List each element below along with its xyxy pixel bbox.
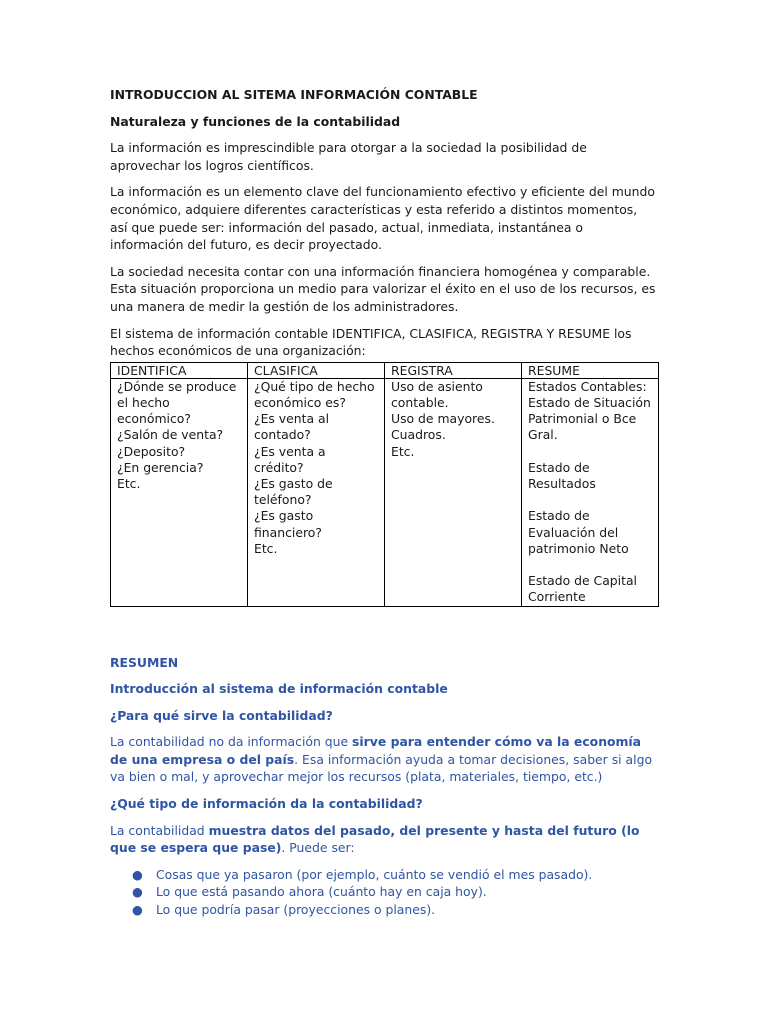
cell-line: Estados Contables: <box>528 378 647 394</box>
cell-line: ¿En gerencia? <box>117 459 204 475</box>
cell-line: ¿Es venta al contado? <box>254 411 330 443</box>
cell-line: Etc. <box>391 443 415 459</box>
accounting-table <box>110 362 659 607</box>
section-heading: Naturaleza y funciones de la contabilidad <box>110 113 401 129</box>
document-title: INTRODUCCION AL SITEMA INFORMACIÓN CONTABLE <box>110 87 478 102</box>
bullet-icon: ● <box>132 884 143 900</box>
cell-line: Uso de mayores. <box>391 411 495 427</box>
cell-line: ¿Qué tipo de hecho económico es? <box>254 378 375 410</box>
summary-label: RESUMEN <box>110 654 179 670</box>
cell-line: Estado de Evaluación del patrimonio Neto <box>528 508 629 556</box>
paragraph: La sociedad necesita contar con una información financiera homogénea y comparable. Esta situación proporciona un medio para valorizar el éxito en el uso de los recursos, es una manera de medir la gestión de los administradores. <box>110 263 656 314</box>
list-item-text: Lo que está pasando ahora (cuánto hay en caja hoy). <box>156 884 487 900</box>
answer-paragraph <box>110 733 658 786</box>
cell-gap <box>528 557 652 573</box>
cell-line: ¿Salón de venta? <box>117 427 224 443</box>
paragraph: La información es un elemento clave del funcionamiento efectivo y eficiente del mundo económico, adquiere diferentes características y esta referido a distintos momentos, así que puede ser: información del pasado, actual, inmediata, instantánea o información del futuro, es decir proyectado. <box>110 184 655 253</box>
table-header: CLASIFICA <box>248 362 385 378</box>
document-body <box>110 86 658 919</box>
cell-line: Cuadros. <box>391 427 446 443</box>
cell-gap <box>528 444 652 460</box>
paragraph: La información es imprescindible para otorgar a la sociedad la posibilidad de aprovechar los logros científicos. <box>110 140 587 173</box>
answer-text: La contabilidad no da información que <box>110 734 353 750</box>
cell-line: Estado de Resultados <box>528 459 596 491</box>
cell-line: Estado de Situación Patrimonial o Bce Gral. <box>528 394 651 443</box>
answer-emphasis: muestra datos del pasado, del presente y hasta del futuro (lo que se espera que pase) <box>110 822 640 856</box>
cell-line: ¿Es venta a crédito? <box>254 443 326 475</box>
answer-text: . Esa información ayuda a tomar decisiones, saber si algo va bien o mal, y aprovechar mejor los recursos (plata, materiales, tiempo, etc.) <box>110 751 653 785</box>
answer-text: . Puede ser: <box>281 840 355 856</box>
table-header-row <box>111 362 659 378</box>
table-cell-registra <box>385 378 522 606</box>
table-cell-resume <box>522 378 659 606</box>
paragraph: El sistema de información contable IDENTIFICA, CLASIFICA, REGISTRA Y RESUME los hechos económicos de una organización: <box>110 325 632 359</box>
summary-title: Introducción al sistema de información contable <box>110 681 448 697</box>
summary-section <box>110 654 658 919</box>
question-heading: ¿Qué tipo de información da la contabilidad? <box>110 796 423 812</box>
table-row <box>111 378 659 606</box>
table-cell-clasifica <box>248 378 385 606</box>
bullet-list <box>110 866 658 919</box>
cell-line: Etc. <box>254 540 278 556</box>
list-item-text: Cosas que ya pasaron (por ejemplo, cuánto se vendió el mes pasado). <box>156 866 593 882</box>
bullet-icon: ● <box>132 902 143 918</box>
cell-line: ¿Es gasto de teléfono? <box>254 475 333 508</box>
cell-line: ¿Dónde se produce el hecho económico? <box>117 378 237 427</box>
cell-line: Etc. <box>117 475 141 491</box>
cell-line: Uso de asiento contable. <box>391 378 483 410</box>
table-cell-identifica <box>111 378 248 606</box>
bullet-icon: ● <box>132 866 143 882</box>
table-header: IDENTIFICA <box>111 362 248 378</box>
question-heading: ¿Para qué sirve la contabilidad? <box>110 707 333 723</box>
cell-line: Estado de Capital Corriente <box>528 573 637 605</box>
list-item <box>132 901 658 919</box>
answer-text: La contabilidad <box>110 822 209 838</box>
answer-paragraph <box>110 822 658 857</box>
cell-line: ¿Deposito? <box>117 443 186 459</box>
table-header: RESUME <box>522 362 659 378</box>
list-item <box>132 866 658 884</box>
table-header: REGISTRA <box>385 362 522 378</box>
answer-emphasis: sirve para entender cómo va la economía de una empresa o del país <box>110 734 642 767</box>
list-item-text: Lo que podría pasar (proyecciones o planes). <box>156 902 436 918</box>
list-item <box>132 883 658 901</box>
cell-gap <box>528 492 652 508</box>
cell-line: ¿Es gasto financiero? <box>254 508 322 540</box>
